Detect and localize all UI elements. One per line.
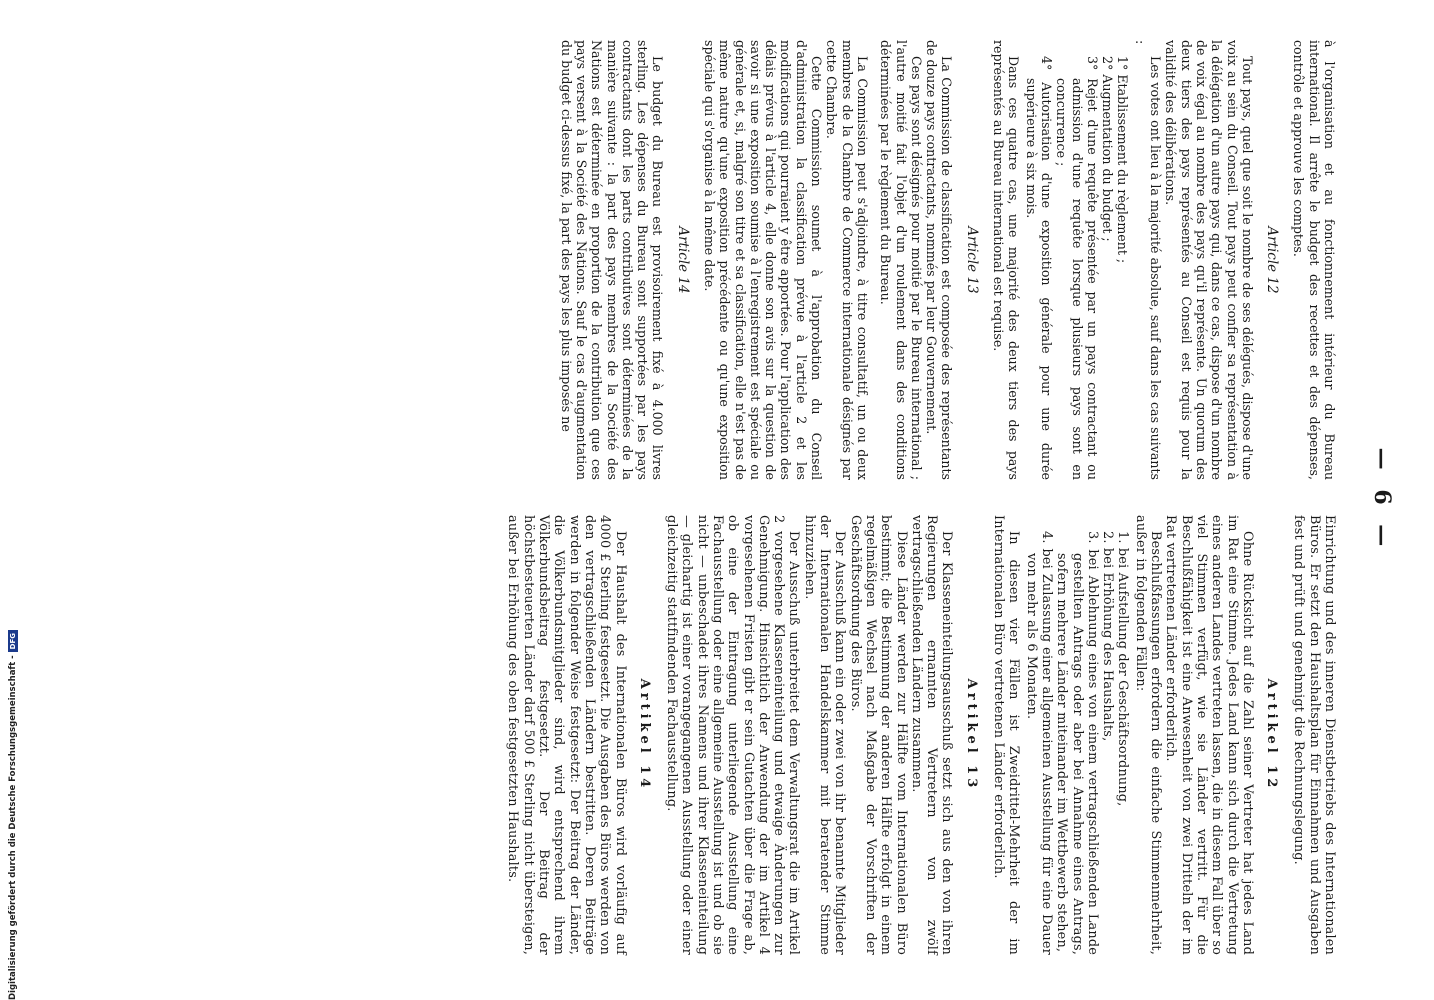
french-article-13-title: Article 13 [963,226,980,294]
german-article-13-paragraph: Der Ausschuß unterbreitet dem Verwaltungsrat die im Artikel 2 vorgesehene Klasseneinteilung und etwaige Änderungen zur Genehmigung. Hinsichtlich der Anwendung der im Artikel 4 vorgesehenen Fristen gibt er sein Gutachten über die Frage ab, ob eine der Eintragung unterliegende Ausstellung eine Fachausstellung oder eine allgemeine Ausstellung ist und ob sie nicht — unbeschadet ihres Namens und ihrer Klasseneinteilung — gleichartig ist einer vorangegangenen Ausstellung oder einer gleichzeitig stattfindenden Fachausstellung. [664,515,802,955]
german-article-12-paragraph: In diesen vier Fällen ist Zweidrittel-Mehrheit der im Internationalen Büro vertretenen Länder erforderlich. [991,515,1022,955]
french-article-12-paragraph: Les votes ont lieu à la majorité absolue, sauf dans les cas suivants : [1132,40,1164,480]
list-item: 2. bei Erhöhung des Haushalts, [1100,531,1116,742]
french-intro: à l'organisation et au fonctionnement intérieur du Bureau international. Il arrête le budget des recettes et des dépenses, contrôle et approuve les comptes. [1291,40,1337,480]
list-item: 2° Augmentation du budget ; [1100,56,1116,242]
list-item: 3° Rejet d'une requête présentée par un pays contractant ou admission d'une requête lorsque plusieurs pays sont en concurrence ; [1054,56,1100,480]
german-article-12-paragraph: Ohne Rücksicht auf die Zahl seiner Vertreter hat jedes Land im Rat eine Stimme. Jedes Land kann sich durch die Vertretung eines anderen Landes vertreten lassen, die in diesem Fall über so viel Stimmen verfügt, wie sie Länder vertritt. Für die Beschlußfähigkeit ist eine Anwesenheit von zwei Dritteln der im Rat vertretenen Länder erforderlich. [1163,515,1255,955]
german-article-12-list [1023,515,1130,955]
french-article-14-paragraph: Le budget du Bureau est provisoirement fixé à 4.000 livres sterling. Les dépenses du Bureau sont supportées par les pays contractants dont les parts contributives sont déterminées de la manière suivante : la part des pays membres de la Société des Nations est déterminée en proportion de la contribution que ces pays versent à la Société des Nations. Sauf le cas d'augmentation du budget ci-dessus fixé, la part des pays les plus imposés ne [558,40,666,480]
rotated-content [145,40,1395,960]
german-article-13-title: Artikel 13 [963,678,979,792]
french-article-14-title: Article 14 [674,226,691,294]
french-article-13-paragraph: Cette Commission soumet à l'approbation du Conseil d'administration la classification prévue à l'article 2 et les modifications qui pourraient y être apportées. Pour l'application des délais prévus à l'article 4, elle donne son avis sur la question de savoir si une exposition soumise à l'enregistrement est spéciale ou générale et, si, malgré son titre et sa classification, elle n'est pas de même nature qu'une exposition précédente ou qu'une exposition spéciale qui s'organise à la même date. [702,40,825,480]
german-article-12-title: Artikel 12 [1264,678,1280,792]
french-article-12-paragraph: Dans ces quatre cas, une majorité des deux tiers des pays représentés au Bureau international est requise. [991,40,1022,480]
french-column [558,40,1337,480]
german-article-14-title: Artikel 14 [636,678,652,792]
german-column [505,515,1337,955]
german-article-14-paragraph: Der Haushalt des Internationalen Büros wird vorläufig auf 4000 £ Sterling festgesetzt. Die Ausgaben des Büros werden von den vertragschließenden Ländern bestritten. Deren Beiträge werden in folgender Weise festgesetzt: Der Beitrag der Länder, die Völkerbundsmitglieder sind, wird entsprechend ihrem Völkerbundsbeitrag festgesetzt. Der Beitrag der höchstbesteuerten Länder darf 500 £ Sterling nicht übersteigen, außer bei Erhöhung des oben festgesetzten Haushalts. [505,515,628,955]
german-article-13-paragraph: Der Ausschuß kann ein oder zwei von ihr benannte Mitglieder der Internationalen Handelskammer mit beratender Stimme hinzuziehen. [801,515,848,955]
french-article-12-title: Article 12 [1264,226,1281,294]
digitization-note [8,605,18,1000]
digitization-note-text: Digitalisierung gefördert durch die Deutsche Forschungsgemeinschaft - [8,655,18,1000]
french-article-13-paragraph: La Commission de classification est composée des représentants de douze pays contractants, nommés par leur Gouvernement. [924,40,955,480]
german-article-13-paragraph: Diese Länder werden zur Hälfte vom Internationalen Büro bestimmt; die Bestimmung der anderen Hälfte erfolgt in einem regelmäßigen Wechsel nach Maßgabe der Vorschriften der Geschäftsordnung des Büros. [847,515,909,955]
french-article-13-paragraph: La Commission peut s'adjoindre, à titre consultatif, un ou deux membres de la Chambre de Commerce internationale désignés par cette Chambre. [824,40,870,480]
list-item: 3. bei Ablehnung eines von einem vertragschließenden Lande gestellten Antrags oder aber bei Annahme eines Antrags, sofern mehrere Länder miteinander im Wettbewerb stehen, [1054,531,1100,955]
list-item: 4. bei Zulassung einer allgemeinen Ausstellung für eine Dauer von mehr als 6 Monaten. [1023,531,1054,955]
dfg-logo: DFG [8,630,18,652]
french-article-12-paragraph: Tout pays, quel que soit le nombre de ses délégués, dispose d'une voix au sein du Conseil. Tout pays peut confier sa représentation à la délégation d'un autre pays qui, dans ce cas, dispose d'un nombre de voix égal au nombre des pays qu'il représente. Un quorum des deux tiers des pays représentés au Conseil est requis pour la validité des délibérations. [1163,40,1255,480]
german-article-13-paragraph: Der Klasseneinteilungsausschuß setzt sich aus den von ihren Regierungen ernannten Vertretern von zwölf vertragschließenden Ländern zusammen. [908,515,955,955]
list-item: 1° Etablissement du règlement ; [1115,56,1131,264]
list-item: 1. bei Aufstellung der Geschäftsordnung, [1115,531,1131,807]
page-number: — 6 — [1369,447,1395,553]
german-intro: Einrichtung und des inneren Dienstbetriebs des Internationalen Büros. Er setzt den Haushaltsplan für Einnahmen und Ausgaben fest und prüft und genehmigt die Rechnungslegung. [1291,515,1337,955]
french-article-13-paragraph: Ces pays sont désignés pour moitié par le Bureau international ; l'autre moitié fait l'objet d'un roulement dans des conditions déterminées par le règlement du Bureau. [878,40,924,480]
german-article-12-paragraph: Beschlußfassungen erfordern die einfache Stimmenmehrheit, außer in folgenden Fällen: [1132,515,1164,955]
french-article-12-list [1023,40,1130,480]
list-item: 4° Autorisation d'une exposition générale pour une durée supérieure à six mois. [1023,56,1054,480]
